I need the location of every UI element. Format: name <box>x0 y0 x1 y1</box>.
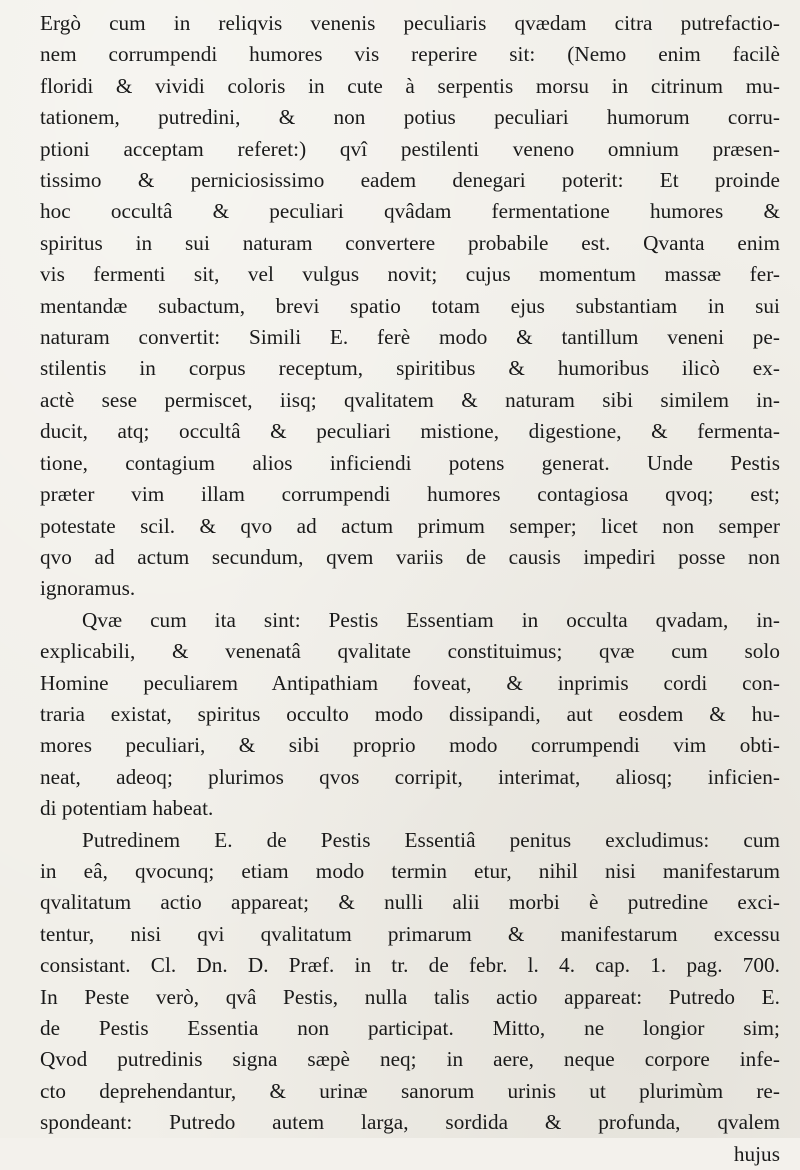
text-line: vis fermenti sit, vel vulgus novit; cujus momentum massæ fer- <box>40 262 780 287</box>
text-line: Ergò cum in reliqvis venenis peculiaris qvædam citra putrefactio- <box>40 11 780 35</box>
text-line: tissimo & perniciosissimo eadem denegari poterit: Et proinde <box>40 168 780 193</box>
text-line: di potentiam habeat. <box>40 796 214 821</box>
text-line: Homine peculiarem Antipathiam foveat, & inprimis cordi con- <box>40 670 780 695</box>
text-line: ducit, atq; occultâ & peculiari mistione, digestione, & fermenta- <box>40 419 780 444</box>
text-line: tationem, putredini, & non potius peculiari humorum corru- <box>40 105 780 130</box>
text-line: hoc occultâ & peculiari qvâdam fermentatione humores & <box>40 199 780 224</box>
text-line: in eâ, qvocunq; etiam modo termin etur, nihil nisi manifestarum <box>40 858 780 883</box>
text-line: neat, adeoq; plurimos qvos corripit, interimat, aliosq; inficien- <box>40 764 780 789</box>
text-line: mentandæ subactum, brevi spatio totam ejus substantiam in sui <box>40 293 780 318</box>
text-line: mores peculiari, & sibi proprio modo corrumpendi vim obti- <box>40 733 780 758</box>
text-line: qvalitatum actio appareat; & nulli alii morbi è putredine exci- <box>40 890 780 915</box>
text-line: floridi & vividi coloris in cute à serpentis morsu in citrinum mu- <box>40 73 780 98</box>
text-line: nem corrumpendi humores vis reperire sit: (Nemo enim facilè <box>40 42 780 67</box>
text-line: qvo ad actum secundum, qvem variis de causis impediri posse non <box>40 544 780 569</box>
text-line: tione, contagium alios inficiendi potens generat. Unde Pestis <box>40 450 780 475</box>
text-line: spiritus in sui naturam convertere probabile est. Qvanta enim <box>40 230 780 255</box>
text-line: Qvod putredinis signa sæpè neq; in aere, neque corpore infe- <box>40 1047 780 1072</box>
text-line: Qvæ cum ita sint: Pestis Essentiam in occulta qvadam, in- <box>82 607 780 632</box>
text-line: de Pestis Essentia non participat. Mitto, ne longior sim; <box>40 1016 780 1040</box>
text-line: actè sese permiscet, iisq; qvalitatem & naturam sibi similem in- <box>40 387 780 412</box>
text-line: traria existat, spiritus occulto modo dissipandi, aut eosdem & hu- <box>40 701 780 726</box>
text-line: cto deprehendantur, & urinæ sanorum urinis ut plurimùm re- <box>40 1078 780 1103</box>
text-line: consistant. Cl. Dn. D. Præf. in tr. de febr. l. 4. cap. 1. pag. 700. <box>40 953 780 978</box>
text-line: ptioni acceptam referet:) qvî pestilenti veneno omnium præsen- <box>40 136 780 161</box>
text-line: stilentis in corpus receptum, spiritibus & humoribus ilicò ex- <box>40 356 780 381</box>
catchword: hujus <box>733 1141 780 1166</box>
text-line: naturam convertit: Simili E. ferè modo & tantillum veneni pe- <box>40 325 780 350</box>
text-line: præter vim illam corrumpendi humores contagiosa qvoq; est; <box>40 482 780 507</box>
text-line: spondeant: Putredo autem larga, sordida & profunda, qvalem <box>40 1110 780 1135</box>
text-line: ignoramus. <box>40 576 136 601</box>
body-text <box>40 8 780 1170</box>
text-line: tentur, nisi qvi qvalitatum primarum & manifestarum excessu <box>40 921 780 946</box>
text-line: In Peste verò, qvâ Pestis, nulla talis actio appareat: Putredo E. <box>40 984 780 1009</box>
text-line: Putredinem E. de Pestis Essentiâ penitus excludimus: cum <box>82 827 780 852</box>
text-line: potestate scil. & qvo ad actum primum semper; licet non semper <box>40 513 780 538</box>
text-line: explicabili, & venenatâ qvalitate constituimus; qvæ cum solo <box>40 639 780 664</box>
